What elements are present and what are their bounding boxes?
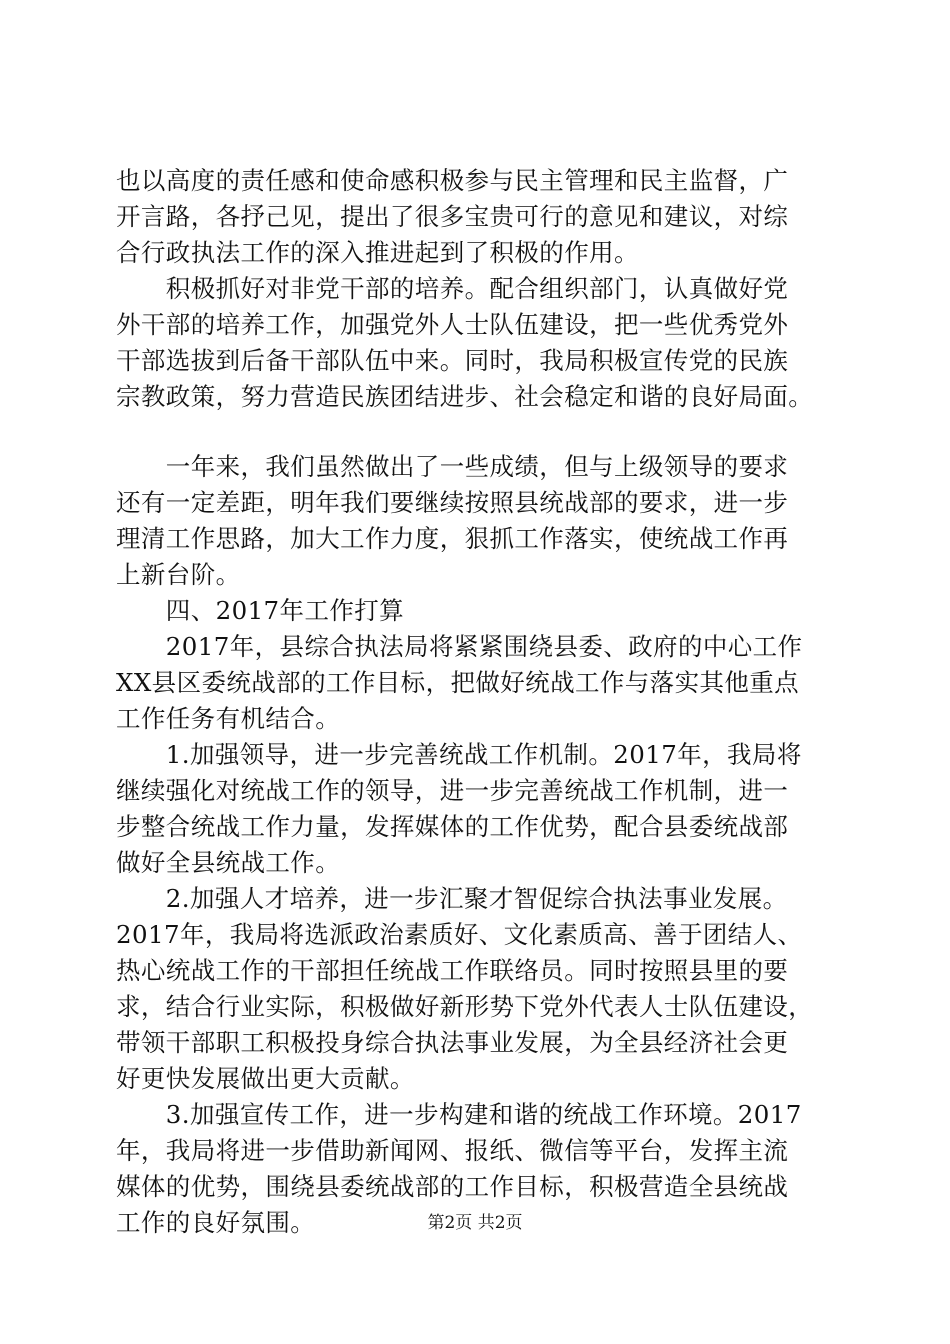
text-line: 步整合统战工作力量，发挥媒体的工作优势，配合县委统战部 [116, 812, 789, 841]
text-line: 3.加强宣传工作，进一步构建和谐的统战工作环境。2017 [116, 1100, 802, 1129]
text-line: 一年来，我们虽然做出了一些成绩，但与上级领导的要求 [116, 452, 789, 481]
section-heading: 四、2017年工作打算 [116, 596, 405, 625]
text-line: 理清工作思路，加大工作力度，狠抓工作落实，使统战工作再 [116, 524, 789, 553]
text-line: 还有一定差距，明年我们要继续按照县统战部的要求，进一步 [116, 488, 789, 517]
text-line: 求，结合行业实际，积极做好新形势下党外代表人士队伍建设， [116, 992, 814, 1021]
text-line: 2.加强人才培养，进一步汇聚才智促综合执法事业发展。 [116, 884, 788, 913]
text-line: 2017年，县综合执法局将紧紧围绕县委、政府的中心工作 [116, 632, 803, 661]
text-line: 干部选拔到后备干部队伍中来。同时，我局积极宣传党的民族 [116, 346, 789, 375]
text-line: 年，我局将进一步借助新闻网、报纸、微信等平台，发挥主流 [116, 1136, 789, 1165]
text-line: 外干部的培养工作，加强党外人士队伍建设，把一些优秀党外 [116, 310, 789, 339]
page-number-footer: 第2页 共2页 [427, 1213, 523, 1233]
text-line: 媒体的优势，围绕县委统战部的工作目标，积极营造全县统战 [116, 1172, 789, 1201]
text-line: 带领干部职工积极投身综合执法事业发展，为全县经济社会更 [116, 1028, 789, 1057]
text-line: 热心统战工作的干部担任统战工作联络员。同时按照县里的要 [116, 956, 789, 985]
text-line: 好更快发展做出更大贡献。 [116, 1064, 415, 1093]
text-line: 积极抓好对非党干部的培养。配合组织部门，认真做好党 [116, 274, 789, 303]
text-line: 合行政执法工作的深入推进起到了积极的作用。 [116, 238, 639, 267]
text-line: 也以高度的责任感和使命感积极参与民主管理和民主监督，广 [116, 166, 789, 195]
paragraph-gap [116, 415, 856, 449]
text-line: 上新台阶。 [116, 560, 241, 589]
body-text [116, 163, 856, 1241]
text-line: 继续强化对统战工作的领导，进一步完善统战工作机制，进一 [116, 776, 789, 805]
text-line: 宗教政策，努力营造民族团结进步、社会稳定和谐的良好局面。 [116, 382, 814, 411]
text-line: XX县区委统战部的工作目标，把做好统战工作与落实其他重点 [116, 668, 800, 697]
text-line: 做好全县统战工作。 [116, 848, 341, 877]
text-line: 1.加强领导，进一步完善统战工作机制。2017年，我局将 [116, 740, 802, 769]
text-line: 2017年，我局将选派政治素质好、文化素质高、善于团结人、 [116, 920, 803, 949]
text-line: 开言路，各抒己见，提出了很多宝贵可行的意见和建议，对综 [116, 202, 789, 231]
text-line: 工作的良好氛围。 [116, 1208, 316, 1237]
text-line: 工作任务有机结合。 [116, 704, 341, 733]
